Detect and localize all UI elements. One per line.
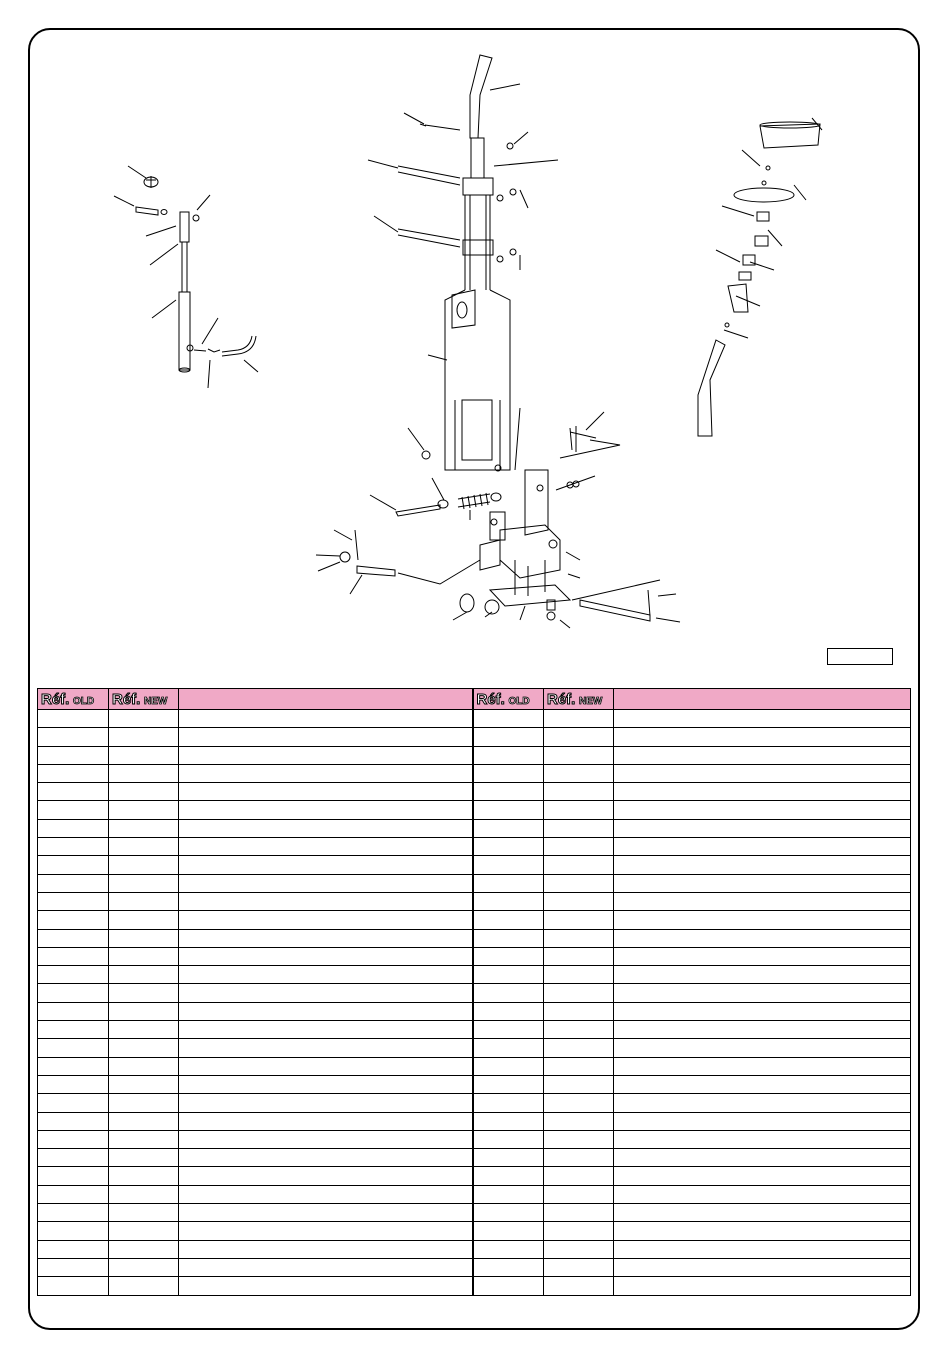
table-cell <box>109 984 179 1002</box>
table-cell <box>38 947 109 965</box>
table-cell <box>179 819 473 837</box>
table-row <box>38 1112 911 1130</box>
table-cell <box>473 1204 544 1222</box>
table-cell <box>109 1130 179 1148</box>
parts-table <box>37 688 911 1296</box>
table-cell <box>38 1149 109 1167</box>
table-cell <box>544 947 614 965</box>
table-cell <box>473 1149 544 1167</box>
table-header-row <box>38 689 911 710</box>
table-row <box>38 1258 911 1276</box>
table-cell <box>179 874 473 892</box>
left-rod-assembly <box>114 166 258 388</box>
table-cell <box>544 1075 614 1093</box>
table-row <box>38 1149 911 1167</box>
table-cell <box>109 1149 179 1167</box>
table-row <box>38 710 911 728</box>
table-cell <box>38 1277 109 1295</box>
table-cell <box>38 1057 109 1075</box>
table-cell <box>109 783 179 801</box>
table-cell <box>38 874 109 892</box>
table-cell <box>473 1075 544 1093</box>
table-cell <box>109 728 179 746</box>
table-cell <box>179 984 473 1002</box>
table-row <box>38 764 911 782</box>
table-cell <box>614 1057 911 1075</box>
table-row <box>38 947 911 965</box>
table-cell <box>109 1094 179 1112</box>
table-cell <box>38 929 109 947</box>
table-cell <box>614 984 911 1002</box>
table-cell <box>179 911 473 929</box>
table-cell <box>109 1002 179 1020</box>
table-cell <box>614 728 911 746</box>
table-cell <box>179 1204 473 1222</box>
table-cell <box>179 838 473 856</box>
table-cell <box>38 1002 109 1020</box>
table-cell <box>109 874 179 892</box>
table-cell <box>614 819 911 837</box>
table-cell <box>109 856 179 874</box>
table-cell <box>109 764 179 782</box>
table-cell <box>473 1167 544 1185</box>
table-cell <box>179 746 473 764</box>
table-cell <box>544 710 614 728</box>
table-cell <box>473 819 544 837</box>
table-cell <box>473 1130 544 1148</box>
header-ref-old-right: Réf. OLD <box>473 689 544 710</box>
table-row <box>38 1075 911 1093</box>
table-cell <box>614 801 911 819</box>
table-cell <box>544 746 614 764</box>
table-cell <box>179 892 473 910</box>
table-cell <box>109 1185 179 1203</box>
table-row <box>38 1130 911 1148</box>
table-cell <box>38 801 109 819</box>
table-cell <box>614 929 911 947</box>
table-row <box>38 1204 911 1222</box>
table-cell <box>38 856 109 874</box>
table-cell <box>38 1130 109 1148</box>
table-cell <box>38 1185 109 1203</box>
table-cell <box>614 1258 911 1276</box>
table-cell <box>109 1167 179 1185</box>
table-cell <box>109 838 179 856</box>
table-cell <box>544 819 614 837</box>
table-row <box>38 728 911 746</box>
table-cell <box>544 783 614 801</box>
table-row <box>38 783 911 801</box>
table-cell <box>179 728 473 746</box>
table-cell <box>544 1222 614 1240</box>
table-cell <box>614 783 911 801</box>
table-cell <box>544 838 614 856</box>
table-cell <box>38 892 109 910</box>
table-row <box>38 1094 911 1112</box>
table-cell <box>38 911 109 929</box>
table-cell <box>179 1149 473 1167</box>
table-cell <box>544 1240 614 1258</box>
table-row <box>38 1039 911 1057</box>
table-cell <box>473 746 544 764</box>
table-cell <box>38 1258 109 1276</box>
table-cell <box>109 1039 179 1057</box>
table-row <box>38 892 911 910</box>
header-description-right <box>614 689 911 710</box>
table-cell <box>614 710 911 728</box>
table-cell <box>38 710 109 728</box>
center-frame-assembly <box>316 55 680 628</box>
table-cell <box>614 764 911 782</box>
table-cell <box>179 1057 473 1075</box>
table-cell <box>38 838 109 856</box>
table-cell <box>109 1222 179 1240</box>
table-cell <box>614 1130 911 1148</box>
table-cell <box>614 1204 911 1222</box>
header-description-left <box>179 689 473 710</box>
table-cell <box>38 1094 109 1112</box>
table-cell <box>473 966 544 984</box>
table-row <box>38 1277 911 1295</box>
table-cell <box>109 966 179 984</box>
table-cell <box>544 929 614 947</box>
table-row <box>38 929 911 947</box>
table-cell <box>614 874 911 892</box>
table-cell <box>38 1167 109 1185</box>
table-cell <box>473 1057 544 1075</box>
table-cell <box>544 1204 614 1222</box>
table-cell <box>109 1277 179 1295</box>
table-cell <box>614 911 911 929</box>
table-cell <box>179 1021 473 1039</box>
table-cell <box>38 1039 109 1057</box>
table-cell <box>38 1240 109 1258</box>
table-cell <box>179 929 473 947</box>
table-cell <box>614 1002 911 1020</box>
table-cell <box>614 1167 911 1185</box>
table-row <box>38 984 911 1002</box>
table-cell <box>109 1112 179 1130</box>
table-cell <box>614 947 911 965</box>
table-cell <box>473 929 544 947</box>
header-ref-new-left: Réf. NEW <box>109 689 179 710</box>
table-cell <box>179 856 473 874</box>
table-row <box>38 746 911 764</box>
table-cell <box>179 947 473 965</box>
table-cell <box>38 819 109 837</box>
table-cell <box>473 783 544 801</box>
table-cell <box>473 984 544 1002</box>
table-cell <box>614 1149 911 1167</box>
table-cell <box>544 764 614 782</box>
table-cell <box>544 984 614 1002</box>
table-cell <box>544 1021 614 1039</box>
table-cell <box>179 1094 473 1112</box>
table-cell <box>38 764 109 782</box>
table-cell <box>614 1075 911 1093</box>
table-cell <box>109 1075 179 1093</box>
table-cell <box>544 1185 614 1203</box>
table-cell <box>179 1240 473 1258</box>
table-row <box>38 966 911 984</box>
table-cell <box>544 1130 614 1148</box>
table-cell <box>614 856 911 874</box>
table-cell <box>473 728 544 746</box>
table-cell <box>109 1057 179 1075</box>
table-cell <box>473 710 544 728</box>
table-cell <box>109 801 179 819</box>
table-cell <box>614 1222 911 1240</box>
table-row <box>38 1167 911 1185</box>
table-cell <box>109 1258 179 1276</box>
table-row <box>38 1002 911 1020</box>
table-cell <box>38 1112 109 1130</box>
table-cell <box>473 1222 544 1240</box>
table-cell <box>179 1258 473 1276</box>
table-cell <box>473 1240 544 1258</box>
table-cell <box>544 892 614 910</box>
table-cell <box>179 801 473 819</box>
table-cell <box>544 966 614 984</box>
table-cell <box>544 801 614 819</box>
table-cell <box>38 1204 109 1222</box>
table-cell <box>38 1222 109 1240</box>
table-cell <box>109 947 179 965</box>
table-cell <box>544 1112 614 1130</box>
table-cell <box>38 728 109 746</box>
table-cell <box>614 1094 911 1112</box>
table-cell <box>179 1039 473 1057</box>
table-cell <box>179 1277 473 1295</box>
table-cell <box>109 911 179 929</box>
table-cell <box>179 1130 473 1148</box>
table-cell <box>614 746 911 764</box>
table-cell <box>179 1222 473 1240</box>
table-cell <box>473 1039 544 1057</box>
table-cell <box>614 1021 911 1039</box>
table-cell <box>544 1039 614 1057</box>
table-cell <box>109 1240 179 1258</box>
table-cell <box>544 1167 614 1185</box>
table-cell <box>473 1094 544 1112</box>
table-row <box>38 838 911 856</box>
table-cell <box>544 874 614 892</box>
table-row <box>38 1222 911 1240</box>
table-cell <box>109 929 179 947</box>
table-cell <box>614 838 911 856</box>
table-cell <box>614 1112 911 1130</box>
table-row <box>38 1021 911 1039</box>
table-cell <box>179 1167 473 1185</box>
table-cell <box>179 966 473 984</box>
table-cell <box>473 1112 544 1130</box>
table-cell <box>179 1112 473 1130</box>
table-cell <box>614 1277 911 1295</box>
table-row <box>38 856 911 874</box>
table-cell <box>473 911 544 929</box>
table-cell <box>544 1258 614 1276</box>
table-cell <box>473 1185 544 1203</box>
table-cell <box>38 984 109 1002</box>
table-cell <box>38 1075 109 1093</box>
table-cell <box>109 1021 179 1039</box>
table-cell <box>473 947 544 965</box>
table-cell <box>38 1021 109 1039</box>
table-cell <box>614 1240 911 1258</box>
parts-table-body <box>38 710 911 1296</box>
header-ref-new-right: Réf. NEW <box>544 689 614 710</box>
table-cell <box>179 783 473 801</box>
header-ref-old-left: Réf. OLD <box>38 689 109 710</box>
table-cell <box>544 911 614 929</box>
table-cell <box>473 801 544 819</box>
table-cell <box>473 764 544 782</box>
table-row <box>38 801 911 819</box>
table-cell <box>179 764 473 782</box>
figure-reference-box <box>827 648 893 665</box>
table-cell <box>109 710 179 728</box>
table-cell <box>544 1094 614 1112</box>
table-cell <box>473 892 544 910</box>
table-cell <box>38 746 109 764</box>
table-cell <box>109 819 179 837</box>
table-cell <box>179 1002 473 1020</box>
table-cell <box>544 856 614 874</box>
table-cell <box>473 1002 544 1020</box>
table-cell <box>614 966 911 984</box>
table-row <box>38 911 911 929</box>
table-cell <box>38 966 109 984</box>
table-row <box>38 1240 911 1258</box>
table-cell <box>473 1277 544 1295</box>
table-cell <box>544 1057 614 1075</box>
table-cell <box>473 874 544 892</box>
table-row <box>38 874 911 892</box>
table-cell <box>109 746 179 764</box>
table-cell <box>179 710 473 728</box>
table-cell <box>544 728 614 746</box>
table-cell <box>544 1149 614 1167</box>
table-row <box>38 819 911 837</box>
table-cell <box>179 1075 473 1093</box>
table-cell <box>109 892 179 910</box>
table-cell <box>473 838 544 856</box>
table-cell <box>614 1039 911 1057</box>
table-row <box>38 1057 911 1075</box>
table-cell <box>544 1002 614 1020</box>
right-lever-assembly <box>698 118 822 436</box>
table-cell <box>614 1185 911 1203</box>
table-cell <box>179 1185 473 1203</box>
table-cell <box>544 1277 614 1295</box>
table-cell <box>473 856 544 874</box>
table-cell <box>473 1258 544 1276</box>
table-cell <box>38 783 109 801</box>
table-cell <box>473 1021 544 1039</box>
table-cell <box>614 892 911 910</box>
table-cell <box>109 1204 179 1222</box>
table-row <box>38 1185 911 1203</box>
